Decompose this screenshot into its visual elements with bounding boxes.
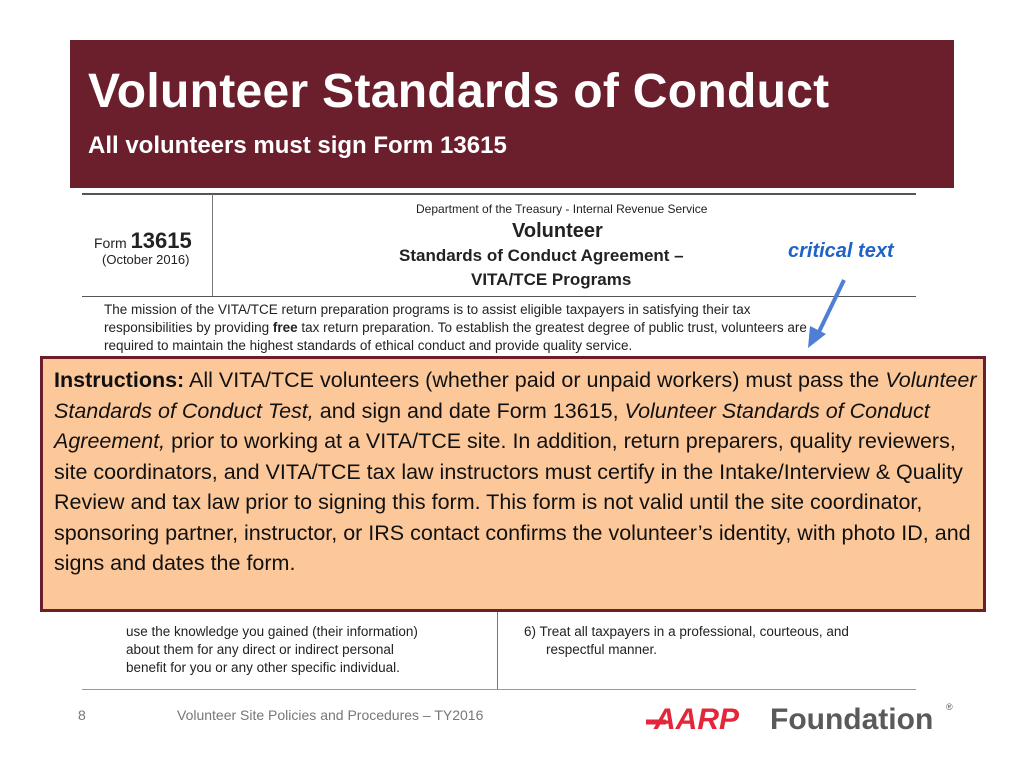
logo-foundation-text: Foundation	[770, 703, 934, 734]
form-heading-programs: VITA/TCE Programs	[471, 270, 632, 289]
logo-aarp-text: AARP	[654, 703, 740, 734]
form-heading-agreement: Standards of Conduct Agreement –	[399, 246, 684, 265]
form-left-line-3: benefit for you or any other specific individual.	[126, 660, 400, 675]
instructions-label: Instructions:	[54, 368, 185, 392]
form-header-divider	[212, 194, 213, 296]
footer-text: Volunteer Site Policies and Procedures – TY2016	[177, 707, 484, 723]
instructions-text: Instructions: All VITA/TCE volunteers (whether paid or unpaid workers) must pass the Volunteer Standards of Conduct Test, and sign and date Form 13615, Volunteer Standards of Conduct Agreement, prior to working at a VITA/TCE site. In addition, return preparers, quality reviewers, site coordinators, and VITA/TCE tax law instructors must certify in the Intake/Interview & Quality Review and tax law prior to signing this form. This form is not valid until the site coordinator, sponsoring partner, instructor, or IRS contact confirms the volunteer’s identity, with photo ID, and signs and dates the form.	[54, 368, 977, 575]
test-name: Volunteer Standards of Conduct Test,	[54, 368, 977, 423]
slide-title: Volunteer Standards of Conduct	[88, 65, 830, 118]
form-header-rule	[82, 296, 916, 297]
slide-subtitle: All volunteers must sign Form 13615	[88, 132, 507, 159]
agreement-name: Volunteer Standards of Conduct Agreement,	[54, 398, 930, 453]
form-right-line-2: respectful manner.	[546, 642, 658, 657]
critical-text-callout: critical text	[788, 240, 894, 262]
instructions-box	[40, 356, 986, 612]
aarp-foundation-logo	[646, 700, 956, 734]
form-left-line-1: use the knowledge you gained (their information)	[126, 624, 418, 639]
form-number: 13615	[130, 228, 192, 253]
form-column-divider	[497, 608, 498, 690]
form-heading-volunteer: Volunteer	[512, 220, 603, 242]
page-number: 8	[78, 707, 86, 723]
form-label: Form	[94, 235, 127, 251]
form-right-line-1: 6) Treat all taxpayers in a professional, courteous, and	[524, 624, 849, 639]
form-mission-line-2: responsibilities by providing free tax return preparation. To establish the greatest degree of public trust, volunteers are	[104, 320, 807, 335]
form-top-rule	[82, 193, 916, 195]
form-date: (October 2016)	[102, 252, 190, 267]
form-mission-line-1: The mission of the VITA/TCE return preparation programs is to assist eligible taxpayers in satisfying their tax	[104, 302, 751, 317]
arrow-down-icon	[800, 276, 860, 356]
form-bottom-rule	[82, 689, 916, 690]
form-department: Department of the Treasury - Internal Revenue Service	[416, 202, 708, 216]
logo-registered-mark: ®	[946, 702, 953, 712]
form-mission-line-3: required to maintain the highest standards of ethical conduct and provide quality service.	[104, 338, 633, 353]
form-left-line-2: about them for any direct or indirect personal	[126, 642, 394, 657]
